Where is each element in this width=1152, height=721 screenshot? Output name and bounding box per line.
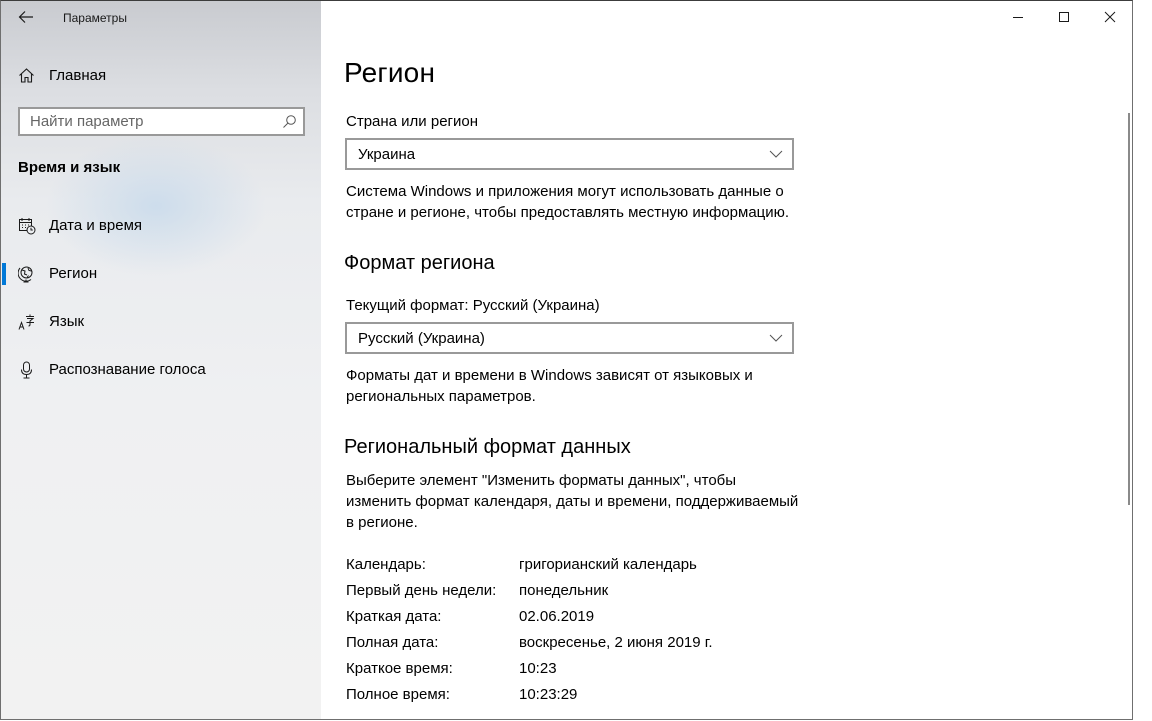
format-row-value: понедельник bbox=[519, 582, 609, 599]
back-arrow-icon bbox=[17, 8, 35, 26]
sidebar-item-date-time[interactable] bbox=[1, 206, 321, 246]
sidebar-item-label: Регион bbox=[49, 265, 98, 282]
format-row-long-date bbox=[346, 634, 806, 660]
format-dropdown-value: Русский (Украина) bbox=[358, 330, 485, 347]
chevron-down-icon bbox=[769, 149, 783, 159]
format-row-long-time bbox=[346, 686, 806, 712]
search-input[interactable] bbox=[18, 107, 305, 136]
sidebar-item-region[interactable] bbox=[1, 254, 321, 294]
regional-data-heading: Региональный формат данных bbox=[344, 436, 631, 458]
format-dropdown[interactable] bbox=[345, 322, 794, 354]
vertical-scrollbar[interactable] bbox=[1128, 113, 1130, 505]
format-row-key: Первый день недели: bbox=[346, 582, 497, 599]
format-row-value: воскресенье, 2 июня 2019 г. bbox=[519, 634, 713, 651]
sidebar-item-speech[interactable] bbox=[1, 350, 321, 390]
main-content bbox=[322, 1, 1132, 719]
back-button[interactable] bbox=[17, 8, 35, 26]
format-row-key: Полное время: bbox=[346, 686, 450, 703]
sidebar-item-label: Язык bbox=[49, 313, 85, 330]
home-icon bbox=[18, 67, 35, 84]
sidebar-item-home[interactable] bbox=[1, 61, 321, 89]
app-title: Параметры bbox=[63, 11, 127, 25]
format-row-short-time bbox=[346, 660, 806, 686]
selection-indicator bbox=[2, 263, 6, 285]
format-heading: Формат региона bbox=[344, 252, 495, 274]
sidebar-item-label: Распознавание голоса bbox=[49, 361, 206, 378]
globe-icon bbox=[18, 265, 36, 283]
format-row-value: 10:23 bbox=[519, 660, 557, 677]
language-icon bbox=[18, 313, 36, 331]
country-label: Страна или регион bbox=[346, 113, 479, 130]
chevron-down-icon bbox=[769, 333, 783, 343]
country-dropdown[interactable] bbox=[345, 138, 794, 170]
page-title: Регион bbox=[344, 57, 436, 88]
search-icon bbox=[282, 114, 297, 129]
format-description: Форматы дат и времени в Windows зависят от языковых и региональных параметров. bbox=[346, 367, 753, 405]
format-row-value: 02.06.2019 bbox=[519, 608, 595, 625]
format-row-short-date bbox=[346, 608, 806, 634]
sidebar-item-label: Главная bbox=[49, 67, 107, 84]
format-row-key: Краткая дата: bbox=[346, 608, 442, 625]
format-row-first-day bbox=[346, 582, 806, 608]
format-row-calendar bbox=[346, 556, 806, 582]
sidebar-item-language[interactable] bbox=[1, 302, 321, 342]
regional-data-description: Выберите элемент "Изменить форматы данных", чтобы изменить формат календаря, даты и времени, поддерживаемый в регионе. bbox=[346, 472, 799, 531]
sidebar-item-label: Дата и время bbox=[49, 217, 143, 234]
current-format-label: Текущий формат: Русский (Украина) bbox=[346, 297, 600, 314]
microphone-icon bbox=[18, 361, 36, 379]
country-description: Система Windows и приложения могут использовать данные о стране и регионе, чтобы предоставлять местную информацию. bbox=[346, 183, 790, 221]
country-dropdown-value: Украина bbox=[358, 146, 416, 163]
format-row-key: Полная дата: bbox=[346, 634, 439, 651]
calendar-clock-icon bbox=[18, 217, 36, 235]
format-row-key: Календарь: bbox=[346, 556, 426, 573]
search-placeholder: Найти параметр bbox=[30, 113, 144, 130]
format-row-key: Краткое время: bbox=[346, 660, 453, 677]
sidebar bbox=[1, 1, 321, 719]
format-row-value: григорианский календарь bbox=[519, 556, 697, 573]
section-title: Время и язык bbox=[18, 159, 121, 176]
format-row-value: 10:23:29 bbox=[519, 686, 578, 703]
